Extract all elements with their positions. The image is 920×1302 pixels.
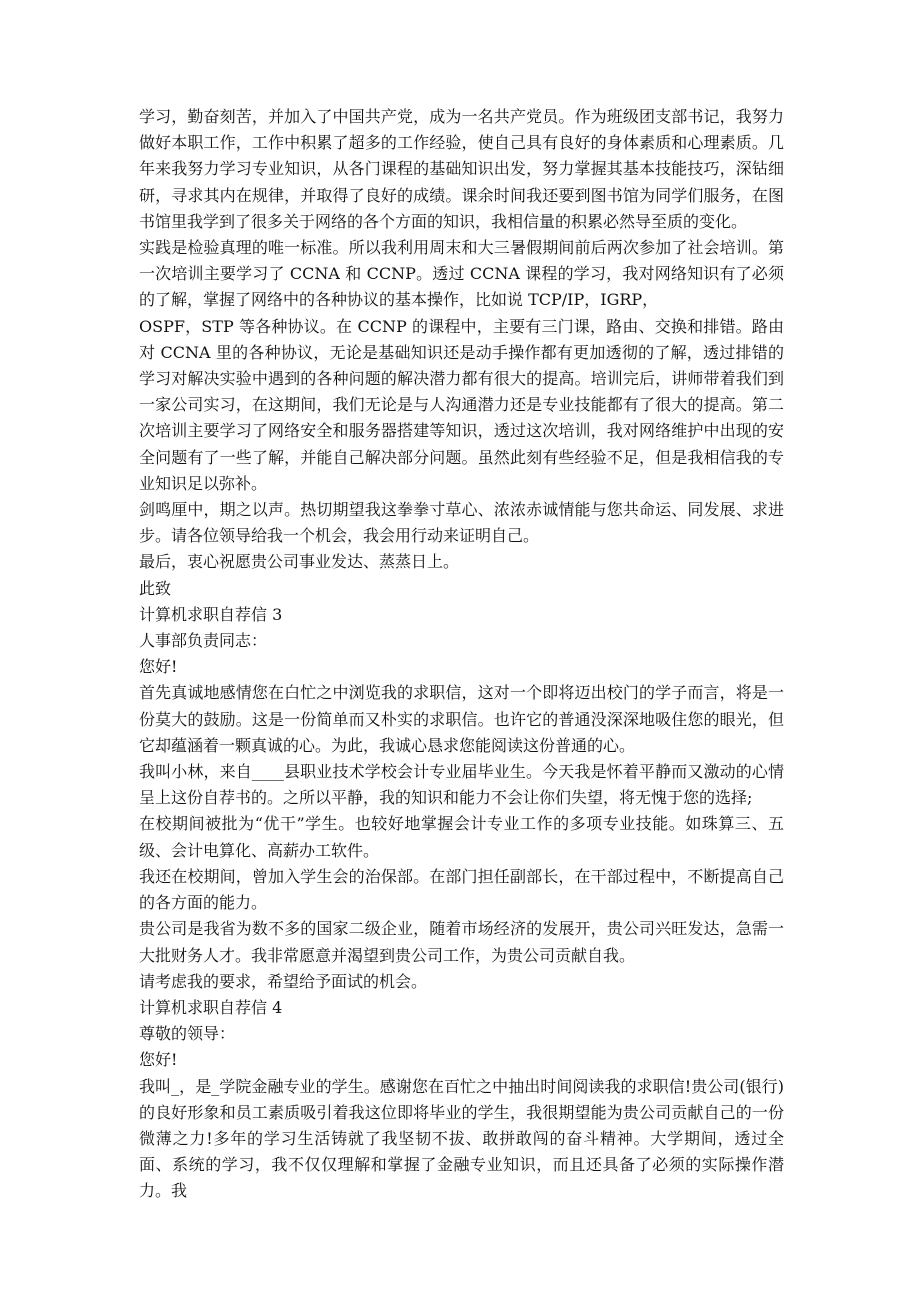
letter-3-recipient: 人事部负责同志： <box>139 631 268 651</box>
paragraph-best-wishes: 最后，衷心祝愿贵公司事业发达、蒸蒸日上。 <box>139 552 460 572</box>
letter-4-recipient: 尊敬的领导： <box>139 1024 236 1044</box>
paragraph-letter-3-student-union: 我还在校期间，曾加入学生会的治保部。在部门担任副部长，在干部过程中，不断提高自己的各方面的能力。 <box>139 866 784 913</box>
closing-salutation: 此致 <box>139 578 172 598</box>
letter-4-greeting: 您好! <box>139 1050 178 1070</box>
letter-4-title: 计算机求职自荐信 4 <box>139 997 283 1017</box>
letter-3-greeting: 您好! <box>139 657 178 677</box>
paragraph-party-membership: 学习，勤奋刻苦，并加入了中国共产党，成为一名共产党员。作为班级团支部书记，我努力做好本职工作，工作中积累了超多的工作经验，使自己具有良好的身体素质和心理素质。几年来我努力学习专业知识，从各门课程的基础知识出发，努力掌握其基本技能技巧，深钻细研，寻求其内在规律，并取得了良好的成绩。课余时间我还要到图书馆为同学们服务，在图书馆里我学到了很多关于网络的各个方面的知识，我相信量的积累必然导至质的变化。 <box>139 107 784 231</box>
paragraph-ccnp-training: OSPF，STP 等各种协议。在 CCNP 的课程中，主要有三门课，路由、交换和排错。路由对 CCNA 里的各种协议，无论是基础知识还是动手操作都有更加透彻的了解，透过排错的学习对解决实验中遇到的各种问题的解决潜力都有很大的提高。培训完后，讲师带着我们到一家公司实习，在这期间，我们无论是与人沟通潜力还是专业技能都有了很大的提高。第二次培训主要学习了网络安全和服务器搭建等知识，透过这次培训，我对网络维护中出现的安全问题有了一些了解，并能自己解决部分问题。虽然此刻有些经验不足，但是我相信我的专业知识足以弥补。 <box>139 316 784 493</box>
letter-3-title: 计算机求职自荐信 3 <box>139 604 283 624</box>
paragraph-letter-3-skills: 在校期间被批为“优干”学生。也较好地掌握会计专业工作的多项专业技能。如珠算三、五级、会计电算化、高薪办工软件。 <box>139 814 784 860</box>
paragraph-letter-3-self-intro: 我叫小林，来自____县职业技术学校会计专业届毕业生。今天我是怀着平静而又激动的心情呈上这份自荐书的。之所以平静，我的知识和能力不会让你们失望，将无愧于您的选择; <box>139 762 784 808</box>
paragraph-letter-4-intro: 我叫_，是_学院金融专业的学生。感谢您在百忙之中抽出时间阅读我的求职信!贵公司(银行)的良好形象和员工素质吸引着我这位即将毕业的学生，我很期望能为贵公司贡献自己的一份微薄之力!多年的学习生活铸就了我坚韧不拔、敢拼敢闯的奋斗精神。大学期间，透过全面、系统的学习，我不仅仅理解和掌握了金融专业知识，而且还具备了必须的实际操作潜力。我 <box>139 1076 784 1201</box>
paragraph-closing-hope: 剑鸣厘中，期之以声。热切期望我这拳拳寸草心、浓浓赤诚情能与您共命运、同发展、求进步。请各位领导给我一个机会，我会用行动来证明自己。 <box>139 500 784 546</box>
paragraph-letter-3-request: 请考虑我的要求，希望给予面试的机会。 <box>139 971 428 991</box>
paragraph-letter-3-intro: 首先真诚地感情您在白忙之中浏览我的求职信，这对一个即将迈出校门的学子而言，将是一份莫大的鼓励。这是一份简单而又朴实的求职信。也许它的普通没深深地吸住您的眼光，但它却蕴涵着一颗真诚的心。为此，我诚心恳求您能阅读这份普通的心。 <box>139 683 784 755</box>
paragraph-letter-3-company: 贵公司是我省为数不多的国家二级企业，随着市场经济的发展开，贵公司兴旺发达，急需一大批财务人才。我非常愿意并渴望到贵公司工作，为贵公司贡献自我。 <box>139 919 784 965</box>
paragraph-training-intro: 实践是检验真理的唯一标准。所以我利用周末和大三暑假期间前后两次参加了社会培训。第一次培训主要学习了 CCNA 和 CCNP。透过 CCNA 课程的学习，我对网络知识有了必须的了解，掌握了网络中的各种协议的基本操作，比如说 TCP/IP，IGRP， <box>139 238 784 310</box>
document-body <box>139 104 784 1205</box>
